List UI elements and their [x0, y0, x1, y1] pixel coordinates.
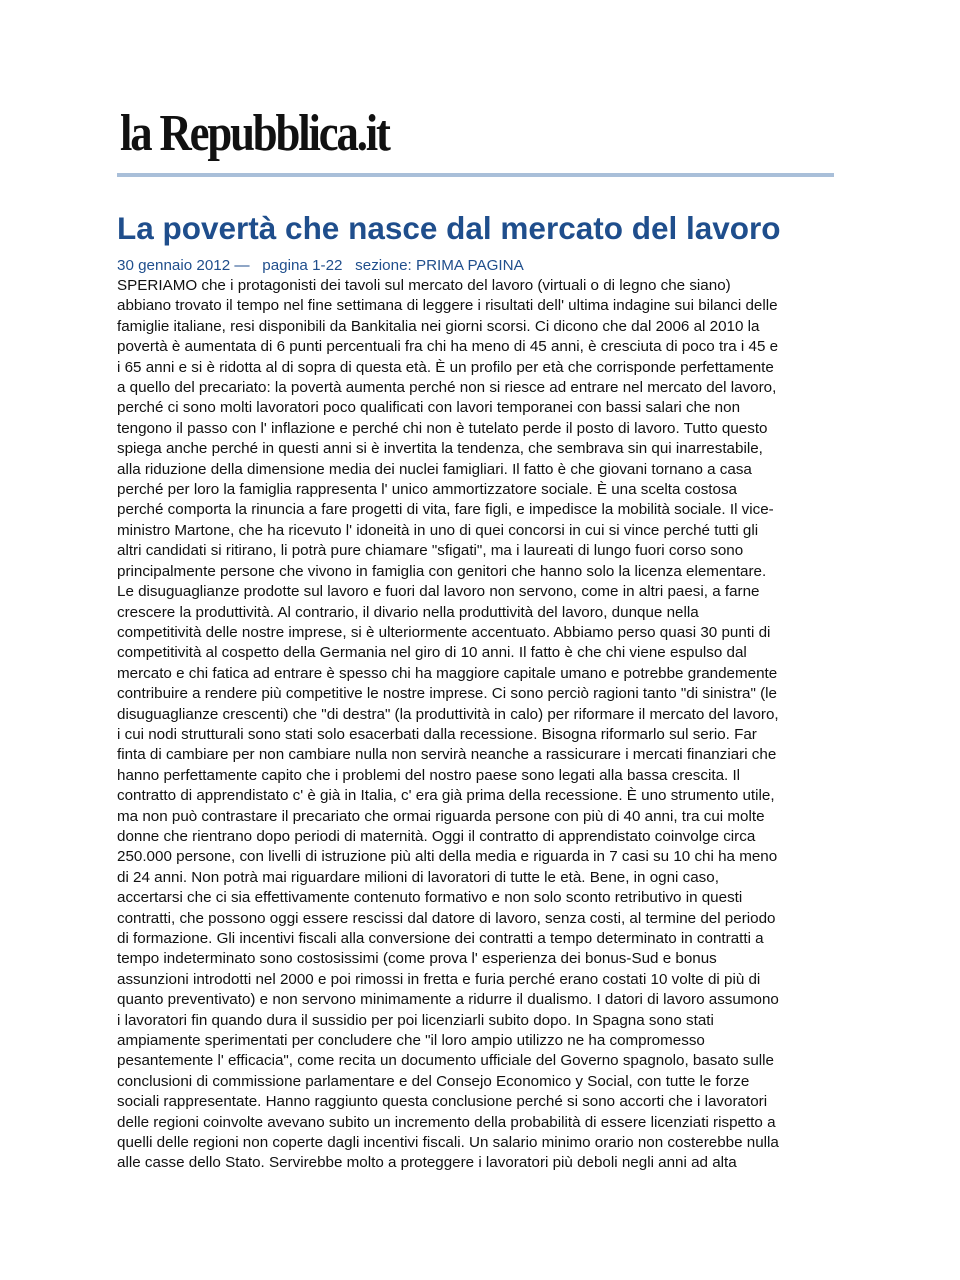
article-body-line: tengono il passo con l' inflazione e perché chi non è tutelato perde il posto di lavoro. Tutto questo	[117, 419, 768, 437]
article-title: La povertà che nasce dal mercato del lavoro	[117, 210, 781, 246]
article-body-line: disuguaglianze crescenti) che "di destra" (la produttività in calo) per riformare il mercato del lavoro,	[117, 705, 779, 723]
article-body-line: finta di cambiare per non cambiare nulla non servirà neanche a rassicurare i mercati finanziari che	[117, 746, 777, 764]
article-body-line: tempo indeterminato sono costosissimi (come prova l' esperienza dei bonus-Sud e bonus	[117, 950, 717, 968]
article-body-line: contratto di apprendistato c' è già in Italia, c' era già prima della recessione. È uno strumento utile,	[117, 787, 775, 805]
article-body-line: hanno perfettamente capito che i problemi del nostro paese sono legati alla bassa crescita. Il	[117, 766, 741, 784]
article-body-line: conclusioni di commissione parlamentare e del Consejo Economico y Social, con tutte le forze	[117, 1072, 750, 1090]
article-body-line: contratti, che possono oggi essere rescissi dal datore di lavoro, senza costi, al termine del periodo	[117, 909, 776, 927]
article-body-line: ma non può contrastare il precariato che ormai riguarda persone con più di 40 anni, tra cui molte	[117, 807, 765, 825]
article-body-line: SPERIAMO che i protagonisti dei tavoli sul mercato del lavoro (virtuali o di legno che siano)	[117, 277, 731, 294]
article-body-line: i cui nodi strutturali sono stati solo esacerbati dalla recessione. Bisogna riformarlo sul serio. Far	[117, 725, 757, 743]
article-body-line: donne che rientrano dopo periodi di maternità. Oggi il contratto di apprendistato coinvolge circa	[117, 827, 756, 845]
article-body-line: alle casse dello Stato. Servirebbe molto a proteggere i lavoratori più deboli negli anni ad alta	[117, 1154, 737, 1172]
article-body-line: famiglie italiane, resi disponibili da Bankitalia nei giorni scorsi. Ci dicono che dal 2006 al 2010 la	[117, 317, 760, 335]
article-meta	[117, 257, 524, 275]
article-page: pagina 1-22	[262, 257, 343, 274]
article-body-line: Le disuguaglianze prodotte sul lavoro e fuori dal lavoro non servono, come in altri paesi, a farne	[117, 583, 760, 601]
article-body-line: i 65 anni e si è ridotta al di sopra di questa età. È un profilo per età che corrisponde perfettamente	[117, 358, 774, 376]
article-body-line: ministro Martone, che ha ricevuto l' idoneità in uno di quei concorsi in cui si vince perché tutti gli	[117, 521, 759, 539]
article-body-line: competitività delle nostre imprese, si è ulteriormente accentuato. Abbiamo perso quasi 30 punti di	[117, 623, 771, 641]
site-logo[interactable]: la Repubblica.it	[120, 105, 389, 162]
article-body-line: a quello del precariato: la povertà aumenta perché non si riesce ad entrare nel mercato del lavoro,	[117, 379, 777, 397]
article-body-line: pesantemente l' efficacia", come recita un documento ufficiale del Governo spagnolo, basato sulle	[117, 1052, 774, 1070]
article-body-line: principalmente persone che vivono in famiglia con genitori che hanno solo la licenza elementare.	[117, 562, 767, 580]
article-date: 30 gennaio 2012 —	[117, 257, 250, 274]
article-body-line: alla riduzione della dimensione media dei nuclei famigliari. Il fatto è che giovani tornano a casa	[117, 460, 752, 478]
article-body-line: di 24 anni. Non potrà mai riguardare milioni di lavoratori di tutte le età. Bene, in ogni caso,	[117, 868, 719, 886]
article-body-line: mercato e chi fatica ad entrare è spesso chi ha maggiore capitale umano e potrebbe grandemente	[117, 664, 778, 682]
article-body-line: perché per loro la famiglia rappresenta l' unico ammortizzatore sociale. È una scelta costosa	[117, 481, 737, 499]
article-body-line: di formazione. Gli incentivi fiscali alla conversione dei contratti a tempo determinato in contratti a	[117, 930, 764, 947]
article-body-line: assunzioni introdotti nel 2000 e poi rimossi in fretta e furia perché erano costati 10 volte di più di	[117, 970, 761, 988]
article-body-line: quanto preventivato) e non servono minimamente a ridurre il dualismo. I datori di lavoro assumono	[117, 991, 779, 1009]
article-section: sezione: PRIMA PAGINA	[355, 257, 524, 274]
masthead-divider	[117, 173, 834, 177]
article-body-line: 250.000 persone, con livelli di istruzione più alti della media e riguarda in 7 casi su 10 chi ha meno	[117, 848, 778, 866]
article-body-line: sociali rappresentate. Hanno raggiunto questa conclusione perché si sono accorti che i lavoratori	[117, 1093, 768, 1111]
article-body-line: spiega anche perché in questi anni si è invertita la tendenza, che sembrava sin qui inarrestabile,	[117, 440, 763, 458]
article-body-line: povertà è aumentata di 6 punti percentuali fra chi ha meno di 45 anni, è cresciuta di poco tra i 45 e	[117, 338, 779, 356]
article-body-line: ampiamente sperimentati per concludere che "il loro ampio utilizzo ne ha compromesso	[117, 1032, 705, 1050]
article-body-line: i lavoratori fin quando dura il sussidio per poi licenziarli subito dopo. In Spagna sono stati	[117, 1011, 714, 1029]
article-body-line: abbiano trovato il tempo nel fine settimana di leggere i risultati dell' ultima indagine sui bilanci delle	[117, 297, 778, 315]
article-body-line: crescere la produttività. Al contrario, il divario nella produttività del lavoro, dunque nella	[117, 603, 699, 621]
article-body-line: altri candidati si ritirano, li potrà pure chiamare "sfigati", ma i laureati di lungo fuori corso sono	[117, 542, 744, 560]
article-body	[117, 276, 837, 1174]
article-body-line: delle regioni coinvolte avevano subito un incremento della probabilità di essere licenziati rispetto a	[117, 1113, 776, 1131]
article-body-line: quelli delle regioni non coperte dagli incentivi fiscali. Un salario minimo orario non costerebbe nulla	[117, 1134, 779, 1152]
article-body-line: competitività al cospetto della Germania nel giro di 10 anni. Il fatto è che chi viene espulso dal	[117, 644, 747, 662]
article-body-line: accertarsi che ci sia effettivamente contenuto formativo e non solo sconto retributivo in questi	[117, 889, 743, 907]
article-body-line: perché comporta la rinuncia a fare progetti di vita, fare figli, e impedisce la mobilità sociale. Il vice-	[117, 501, 774, 519]
article-body-line: perché ci sono molti lavoratori poco qualificati con lavori temporanei con bassi salari che non	[117, 399, 741, 417]
article-body-line: contribuire a rendere più competitive le nostre imprese. Ci sono perciò ragioni tanto "di sinistra" (le	[117, 685, 777, 703]
